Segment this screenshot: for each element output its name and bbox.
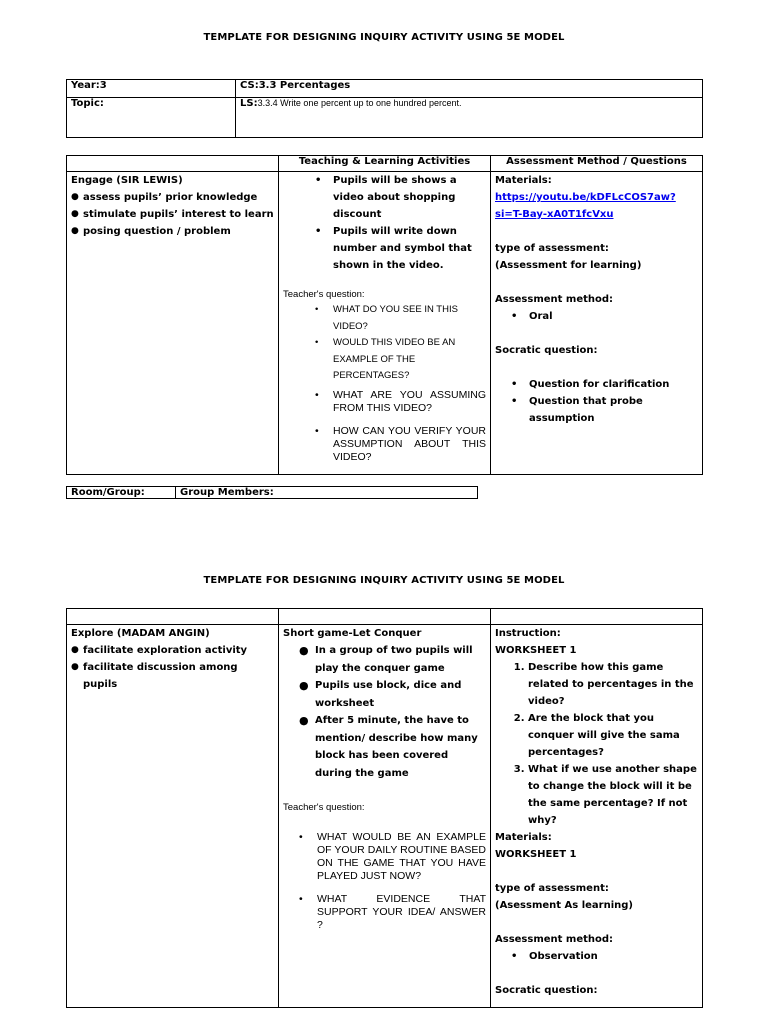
materials-label: Materials:	[495, 175, 552, 186]
ls-cell	[236, 98, 703, 138]
list-item: • Question for clarification	[509, 376, 698, 393]
header-empty	[491, 609, 703, 625]
assessment-type-value: (Asessment As learning)	[495, 900, 633, 911]
list-item: ● In a group of two pupils will play the conquer game	[299, 642, 486, 677]
socratic-list	[495, 376, 698, 427]
list-item: 1. Describe how this game related to percentages in the video?	[528, 659, 698, 710]
list-item: • Observation	[509, 948, 698, 965]
activity-bullets	[283, 172, 486, 274]
list-item: • HOW CAN YOU VERIFY YOUR ASSUMPTION ABOUT THIS VIDEO?	[313, 425, 486, 464]
game-title: Short game-Let Conquer	[283, 628, 422, 639]
page-title: TEMPLATE FOR DESIGNING INQUIRY ACTIVITY USING 5E MODEL	[203, 32, 565, 43]
socratic-label: Socratic question:	[495, 345, 598, 356]
materials-value: WORKSHEET 1	[495, 849, 577, 860]
page-title-2: TEMPLATE FOR DESIGNING INQUIRY ACTIVITY USING 5E MODEL	[203, 575, 565, 586]
assessment-type-value: (Assessment for learning)	[495, 260, 642, 271]
list-item: ● After 5 minute, the have to mention/ describe how many block has been covered during the game	[299, 712, 486, 782]
ls-text: 3.3.4 Write one percent up to one hundred percent.	[257, 98, 462, 108]
list-item: • Question that probe assumption	[509, 393, 698, 427]
teacher-questions-large	[283, 389, 486, 464]
list-item: ● stimulate pupils’ interest to learn	[71, 206, 274, 223]
assessment-method-list	[495, 948, 698, 965]
video-link-continued[interactable]: si=T-Bay-xA0T1fcVxu	[495, 209, 614, 220]
list-item: ● facilitate exploration activity	[71, 642, 274, 659]
engage-table	[66, 155, 703, 475]
room-group-label: Room/Group:	[67, 487, 176, 499]
list-item: 3. What if we use another shape to change the block will it be the same percentage? If not why?	[528, 761, 698, 829]
cs-cell: CS:3.3 Percentages	[236, 80, 703, 98]
materials-label: Materials:	[495, 832, 552, 843]
teacher-question-label: Teacher's question:	[283, 289, 365, 300]
info-table	[66, 79, 703, 138]
list-item: • Oral	[509, 308, 698, 325]
worksheet-label: WORKSHEET 1	[495, 645, 577, 656]
explore-points	[71, 642, 274, 693]
explore-assessment-cell	[491, 625, 703, 1008]
header-empty	[67, 609, 279, 625]
engage-cell	[67, 172, 279, 475]
socratic-label: Socratic question:	[495, 985, 598, 996]
list-item: ● Pupils use block, dice and worksheet	[299, 677, 486, 712]
assessment-type-label: type of assessment:	[495, 243, 609, 254]
header-assessment: Assessment Method / Questions	[491, 156, 703, 172]
teacher-questions-small	[283, 302, 486, 385]
header-empty	[67, 156, 279, 172]
header-empty	[279, 609, 491, 625]
engage-points	[71, 189, 274, 240]
group-members-label: Group Members:	[176, 487, 478, 499]
explore-table	[66, 608, 703, 1008]
explore-cell	[67, 625, 279, 1008]
assessment-method-label: Assessment method:	[495, 934, 614, 945]
explore-title: Explore (MADAM ANGIN)	[71, 628, 210, 639]
list-item: • WHAT WOULD BE AN EXAMPLE OF YOUR DAILY ROUTINE BASED ON THE GAME THAT YOU HAVE PLAYED JUST NOW?	[297, 831, 486, 883]
game-bullets	[283, 642, 486, 782]
list-item: • Pupils will be shows a video about shopping discount	[313, 172, 486, 223]
list-item: • WHAT DO YOU SEE IN THIS VIDEO?	[313, 302, 486, 335]
list-item: • WOULD THIS VIDEO BE AN EXAMPLE OF THE PERCENTAGES?	[313, 335, 486, 385]
list-item: • WHAT EVIDENCE THAT SUPPORT YOUR IDEA/ ANSWER ?	[297, 893, 486, 932]
list-item: ● facilitate discussion among pupils	[71, 659, 274, 693]
engage-activities-cell	[279, 172, 491, 475]
teacher-questions	[283, 831, 486, 932]
teacher-question-label: Teacher's question:	[283, 802, 365, 813]
assessment-method-label: Assessment method:	[495, 294, 614, 305]
list-item: 2. Are the block that you conquer will give the sama percentages?	[528, 710, 698, 761]
engage-title: Engage (SIR LEWIS)	[71, 175, 183, 186]
header-activities: Teaching & Learning Activities	[279, 156, 491, 172]
room-group-table	[66, 486, 478, 499]
ls-label: LS:	[240, 98, 258, 109]
assessment-type-label: type of assessment:	[495, 883, 609, 894]
topic-cell: Topic:	[67, 98, 236, 138]
year-cell: Year:3	[67, 80, 236, 98]
engage-assessment-cell	[491, 172, 703, 475]
list-item: • Pupils will write down number and symbol that shown in the video.	[313, 223, 486, 274]
explore-activities-cell	[279, 625, 491, 1008]
assessment-method-list	[495, 308, 698, 325]
list-item: • WHAT ARE YOU ASSUMING FROM THIS VIDEO?	[313, 389, 486, 415]
video-link[interactable]: https://youtu.be/kDFLcCOS7aw?	[495, 192, 676, 203]
instruction-label: Instruction:	[495, 628, 561, 639]
list-item: ● assess pupils’ prior knowledge	[71, 189, 274, 206]
list-item: ● posing question / problem	[71, 223, 274, 240]
instruction-list	[495, 659, 698, 829]
